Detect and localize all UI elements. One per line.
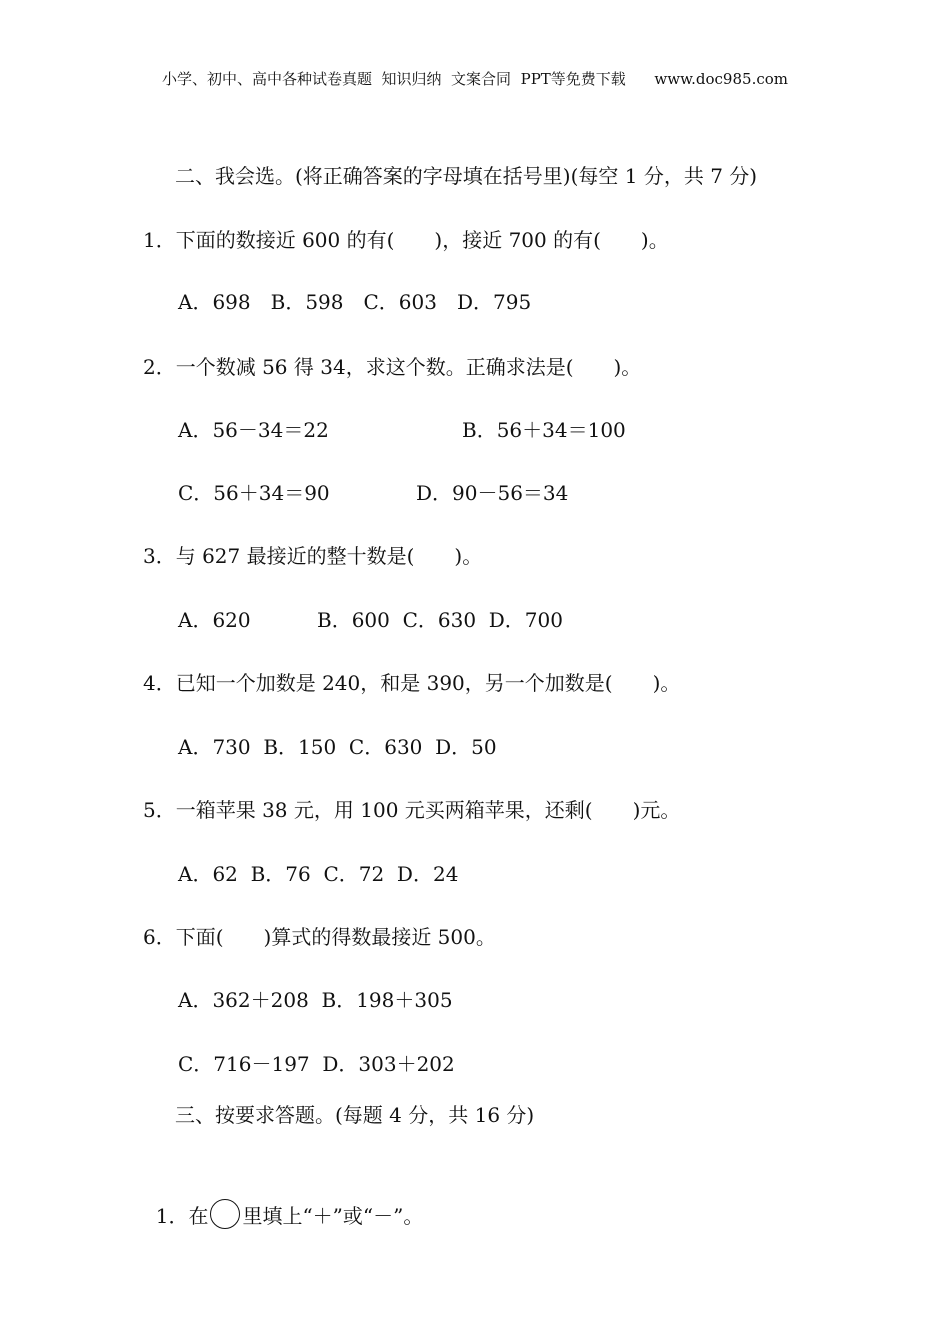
question-5-options: A．62 B．76 C．72 D．24 bbox=[178, 862, 459, 886]
question-2-option-b: B．56＋34＝100 bbox=[462, 418, 626, 442]
question-4-options: A．730 B．150 C．630 D．50 bbox=[178, 735, 497, 759]
question-2-option-d: D．90－56＝34 bbox=[416, 481, 569, 505]
question-6-options-cd: C．716－197 D．303＋202 bbox=[178, 1052, 455, 1076]
section-2-title: 二、我会选。(将正确答案的字母填在括号里)(每空 1 分，共 7 分) bbox=[175, 164, 758, 188]
question-2-option-c: C．56＋34＝90 bbox=[178, 481, 330, 505]
section-3-q1-suffix: 里填上“＋”或“－”。 bbox=[242, 1204, 424, 1228]
question-3-options-bcd: B．600 C．630 D．700 bbox=[317, 608, 563, 632]
question-1-options: A．698 B．598 C．603 D．795 bbox=[178, 290, 532, 314]
question-4-stem: 4．已知一个加数是 240，和是 390，另一个加数是( )。 bbox=[143, 671, 681, 695]
question-2-stem: 2．一个数减 56 得 34，求这个数。正确求法是( )。 bbox=[143, 355, 642, 379]
question-6-stem: 6．下面( )算式的得数最接近 500。 bbox=[143, 925, 496, 949]
question-3-option-a: A．620 bbox=[178, 608, 251, 632]
section-3-q1-prefix: 1．在 bbox=[155, 1204, 209, 1228]
question-2-option-a: A．56－34＝22 bbox=[178, 418, 329, 442]
question-6-options-ab: A．362＋208 B．198＋305 bbox=[178, 988, 453, 1012]
section-3-title: 三、按要求答题。(每题 4 分，共 16 分) bbox=[175, 1103, 535, 1127]
circle-blank-icon bbox=[210, 1199, 240, 1229]
question-3-stem: 3．与 627 最接近的整十数是( )。 bbox=[143, 544, 483, 568]
question-1-stem: 1．下面的数接近 600 的有( )，接近 700 的有( )。 bbox=[143, 228, 669, 252]
question-5-stem: 5．一箱苹果 38 元，用 100 元买两箱苹果，还剩( )元。 bbox=[143, 798, 681, 822]
section-3-question-1 bbox=[143, 1179, 423, 1229]
page-header: 小学、初中、高中各种试卷真题 知识归纳 文案合同 PPT等免费下载 www.doc985.com bbox=[161, 70, 788, 88]
